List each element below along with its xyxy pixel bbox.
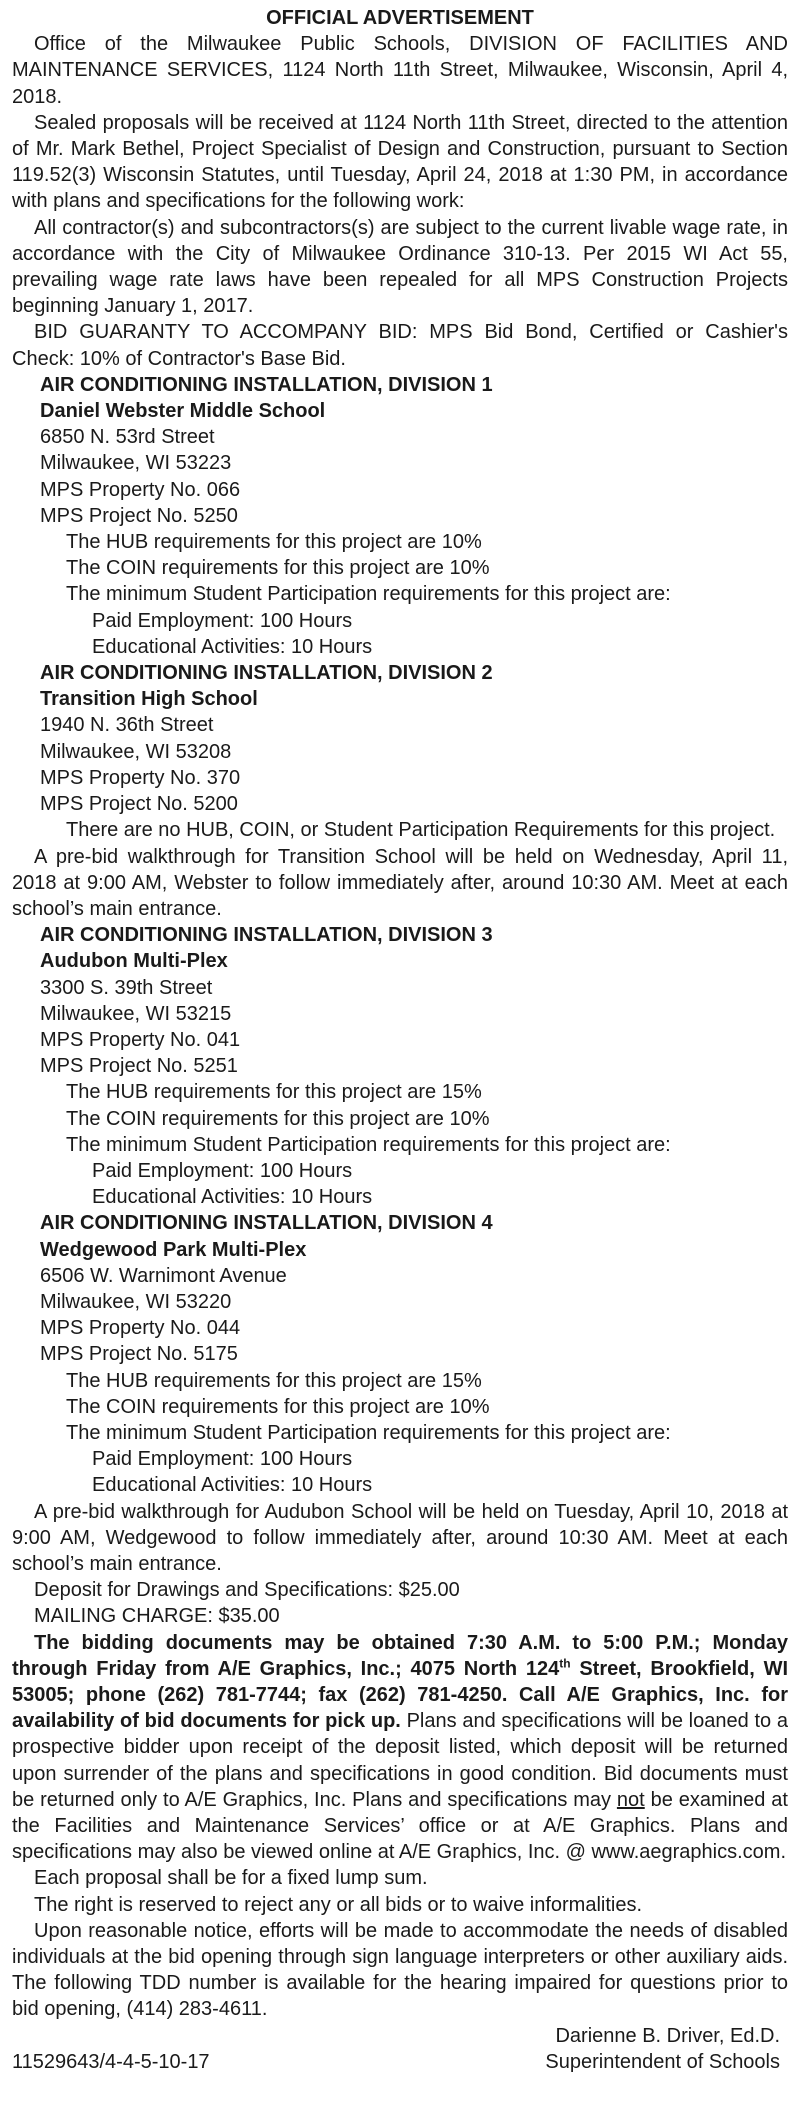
intro-paragraph: Office of the Milwaukee Public Schools, DIVISION OF FACILITIES AND MAINTENANCE SERVICES, 1124 North 11th Street, Milwaukee, Wisconsin, April 4, 2018. <box>12 33 788 108</box>
sealed-proposals-paragraph: Sealed proposals will be received at 1124 North 11th Street, directed to the attention of Mr. Mark Bethel, Project Specialist of Design and Construction, pursuant to Section 119.52(3) Wisconsin Statutes, until Tuesday, April 24, 2018 at 1:30 PM, in accordance with plans and specifications for the following work: <box>12 111 788 213</box>
bidding-bold-text: The bidding documents may be obtained 7:30 A.M. to 5:00 P.M.; Monday through Friday from A/E Graphics, Inc.; 4075 North 124 <box>12 1631 788 1680</box>
no-requirements-note: There are no HUB, COIN, or Student Participation Requirements for this project. <box>66 819 776 842</box>
bidding-bold-text: Street, Brookfield, WI 53005; phone (262) 781-7744; fax (262) 781-4250. Call A/E Graphics, Inc. for availability of bid documents for pick up. <box>12 1657 788 1733</box>
property-number: MPS Property No. 044 <box>40 1317 241 1340</box>
division-heading: AIR CONDITIONING INSTALLATION, DIVISION 3 <box>40 924 493 947</box>
school-name: Wedgewood Park Multi-Plex <box>40 1238 307 1261</box>
school-name: Daniel Webster Middle School <box>40 400 326 423</box>
footer-row <box>12 2049 788 2075</box>
ad-number: 11529643/4-4-5-10-17 <box>12 2050 210 2073</box>
division-3-section <box>12 922 788 1210</box>
bid-guaranty-paragraph: BID GUARANTY TO ACCOMPANY BID: MPS Bid Bond, Certified or Cashier's Check: 10% of Contractor's Base Bid. <box>12 321 788 370</box>
student-requirement: The minimum Student Participation requirements for this project are: <box>66 1421 671 1444</box>
paid-employment: Paid Employment: 100 Hours <box>92 609 353 632</box>
hub-requirement: The HUB requirements for this project are 10% <box>66 531 482 554</box>
street-address: 3300 S. 39th Street <box>40 976 213 999</box>
student-requirement: The minimum Student Participation requirements for this project are: <box>66 583 671 606</box>
bidding-documents-paragraph <box>12 1630 788 1866</box>
walkthrough-paragraph-1: A pre-bid walkthrough for Transition School will be held on Wednesday, April 11, 2018 at 9:00 AM, Webster to follow immediately after, around 10:30 AM. Meet at each school’s main entrance. <box>12 845 788 920</box>
division-2-section <box>12 660 788 843</box>
deposit-line: Deposit for Drawings and Specifications: $25.00 <box>34 1579 460 1602</box>
bidding-plain-text: Plans and specifications will be loaned to a prospective bidder upon receipt of the deposit listed, which deposit will be returned upon surrender of the plans and specifications in good condition. Bid documents must be returned only to A/E Graphics, Inc. Plans and specifications may <box>12 1710 788 1811</box>
mailing-charge-line: MAILING CHARGE: $35.00 <box>34 1605 280 1628</box>
not-underlined: not <box>616 1788 645 1811</box>
division-heading: AIR CONDITIONING INSTALLATION, DIVISION 2 <box>40 662 493 685</box>
school-name: Transition High School <box>40 688 258 711</box>
property-number: MPS Property No. 370 <box>40 766 241 789</box>
student-requirement: The minimum Student Participation requirements for this project are: <box>66 1133 671 1156</box>
paid-employment: Paid Employment: 100 Hours <box>92 1448 353 1471</box>
hub-requirement: The HUB requirements for this project are 15% <box>66 1369 482 1392</box>
coin-requirement: The COIN requirements for this project are 10% <box>66 1395 490 1418</box>
property-number: MPS Property No. 066 <box>40 478 241 501</box>
hub-requirement: The HUB requirements for this project are 15% <box>66 1081 482 1104</box>
division-heading: AIR CONDITIONING INSTALLATION, DIVISION 4 <box>40 1212 493 1235</box>
school-name: Audubon Multi-Plex <box>40 950 228 973</box>
street-address: 1940 N. 36th Street <box>40 714 214 737</box>
lump-sum-line: Each proposal shall be for a fixed lump sum. <box>34 1867 428 1890</box>
project-number: MPS Project No. 5250 <box>40 504 238 527</box>
ad-title: OFFICIAL ADVERTISEMENT <box>266 7 534 29</box>
city-line: Milwaukee, WI 53208 <box>40 740 232 763</box>
signer-title: Superintendent of Schools <box>545 2050 780 2073</box>
signer-name: Darienne B. Driver, Ed.D. <box>555 2024 780 2047</box>
project-number: MPS Project No. 5200 <box>40 793 238 816</box>
wage-paragraph: All contractor(s) and subcontractors(s) are subject to the current livable wage rate, in accordance with the City of Milwaukee Ordinance 310-13. Per 2015 WI Act 55, prevailing wage rate laws have been repealed for all MPS Construction Projects beginning January 1, 2017. <box>12 216 788 318</box>
division-1-section <box>12 372 788 660</box>
accommodation-paragraph: Upon reasonable notice, efforts will be made to accommodate the needs of disabled individuals at the bid opening through sign language interpreters or other auxiliary aids. The following TDD number is available for the hearing impaired for questions prior to bid opening, (414) 283-4611. <box>12 1919 788 2021</box>
educational-activities: Educational Activities: 10 Hours <box>92 1474 373 1497</box>
educational-activities: Educational Activities: 10 Hours <box>92 635 373 658</box>
walkthrough-paragraph-2: A pre-bid walkthrough for Audubon School will be held on Tuesday, April 10, 2018 at 9:00 AM, Wedgewood to follow immediately after, around 10:30 AM. Meet at each school’s main entrance. <box>12 1500 788 1575</box>
street-address: 6850 N. 53rd Street <box>40 426 215 449</box>
street-address: 6506 W. Warnimont Avenue <box>40 1264 287 1287</box>
coin-requirement: The COIN requirements for this project are 10% <box>66 1107 490 1130</box>
city-line: Milwaukee, WI 53220 <box>40 1290 232 1313</box>
division-heading: AIR CONDITIONING INSTALLATION, DIVISION 1 <box>40 373 493 396</box>
division-4-section <box>12 1210 788 1498</box>
project-number: MPS Project No. 5251 <box>40 1055 238 1078</box>
property-number: MPS Property No. 041 <box>40 1028 241 1051</box>
project-number: MPS Project No. 5175 <box>40 1343 238 1366</box>
right-reserved-line: The right is reserved to reject any or all bids or to waive informalities. <box>34 1893 643 1916</box>
ordinal-suffix: th <box>559 1656 571 1671</box>
bidding-plain-text: be examined at the Facilities and Maintenance Services’ office or at A/E Graphics. Plans and specifications may also be viewed online at A/E Graphics, Inc. @ www.aegraphics.com. <box>12 1788 788 1864</box>
paid-employment: Paid Employment: 100 Hours <box>92 1159 353 1182</box>
coin-requirement: The COIN requirements for this project are 10% <box>66 557 490 580</box>
city-line: Milwaukee, WI 53215 <box>40 1002 232 1025</box>
city-line: Milwaukee, WI 53223 <box>40 452 232 475</box>
educational-activities: Educational Activities: 10 Hours <box>92 1186 373 1209</box>
